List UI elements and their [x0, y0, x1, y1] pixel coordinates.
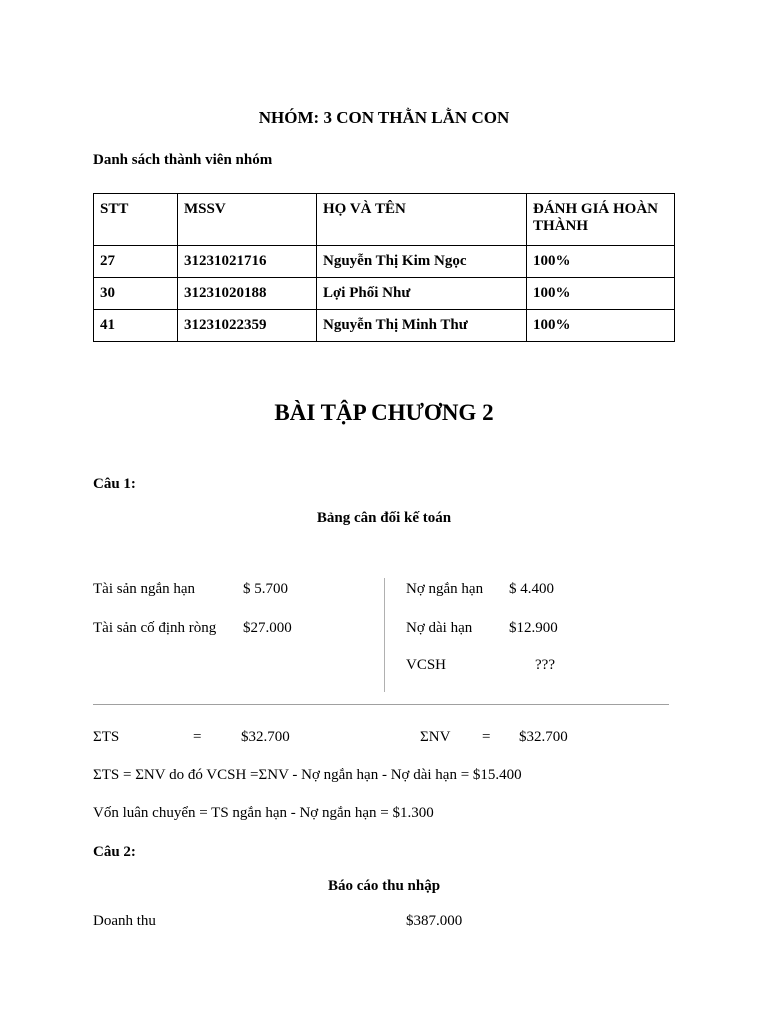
liability-label-long-term: Nợ dài hạn — [406, 620, 473, 636]
total-assets-value: $32.700 — [241, 729, 290, 745]
liability-value-long-term: $12.900 — [509, 620, 558, 636]
cell-full-name: Nguyễn Thị Kim Ngọc — [317, 246, 527, 278]
liability-value-short-term: $ 4.400 — [509, 581, 554, 597]
members-table — [93, 193, 675, 342]
member-list-label: Danh sách thành viên nhóm — [93, 152, 273, 168]
table-row — [94, 310, 675, 342]
total-sources-value: $32.700 — [519, 729, 568, 745]
asset-label-current: Tài sản ngắn hạn — [93, 581, 196, 597]
header-mssv: MSSV — [178, 194, 317, 246]
question-1-label: Câu 1: — [93, 476, 136, 492]
revenue-value: $387.000 — [406, 913, 463, 929]
table-row — [94, 278, 675, 310]
cell-stt: 41 — [94, 310, 178, 342]
total-sources-equals: = — [482, 729, 491, 745]
revenue-label: Doanh thu — [93, 913, 156, 929]
cell-mssv: 31231020188 — [178, 278, 317, 310]
cell-stt: 27 — [94, 246, 178, 278]
asset-value-current: $ 5.700 — [243, 581, 288, 597]
income-statement-title: Báo cáo thu nhập — [327, 878, 441, 894]
cell-full-name: Nguyễn Thị Minh Thư — [317, 310, 527, 342]
column-divider — [384, 578, 385, 692]
cell-full-name: Lợi Phối Như — [317, 278, 527, 310]
equity-value: ??? — [535, 657, 555, 673]
chapter-title: BÀI TẬP CHƯƠNG 2 — [274, 400, 494, 425]
total-assets-equals: = — [193, 729, 202, 745]
cell-mssv: 31231022359 — [178, 310, 317, 342]
total-sources-label: ΣNV — [420, 729, 451, 745]
cell-completion: 100% — [527, 246, 675, 278]
asset-value-fixed: $27.000 — [243, 620, 292, 636]
asset-label-fixed: Tài sản cố định ròng — [93, 620, 217, 636]
header-full-name: HỌ VÀ TÊN — [317, 194, 527, 246]
equity-label: VCSH — [406, 657, 447, 673]
cell-completion: 100% — [527, 278, 675, 310]
working-capital-formula: Vốn luân chuyển = TS ngắn hạn - Nợ ngắn hạn = $1.300 — [93, 805, 434, 821]
header-stt: STT — [94, 194, 178, 246]
cell-mssv: 31231021716 — [178, 246, 317, 278]
total-assets-label: ΣTS — [93, 729, 120, 745]
cell-stt: 30 — [94, 278, 178, 310]
liability-label-short-term: Nợ ngắn hạn — [406, 581, 484, 597]
cell-completion: 100% — [527, 310, 675, 342]
balance-sheet-title: Bảng cân đối kế toán — [316, 510, 452, 526]
group-title: NHÓM: 3 CON THẰN LẰN CON — [258, 108, 510, 127]
header-completion: ĐÁNH GIÁ HOÀN THÀNH — [527, 194, 675, 246]
equity-formula: ΣTS = ΣNV do đó VCSH =ΣNV - Nợ ngắn hạn - Nợ dài hạn = $15.400 — [93, 767, 522, 783]
section-divider — [93, 704, 669, 705]
table-row — [94, 246, 675, 278]
table-header-row — [94, 194, 675, 246]
question-2-label: Câu 2: — [93, 844, 136, 860]
